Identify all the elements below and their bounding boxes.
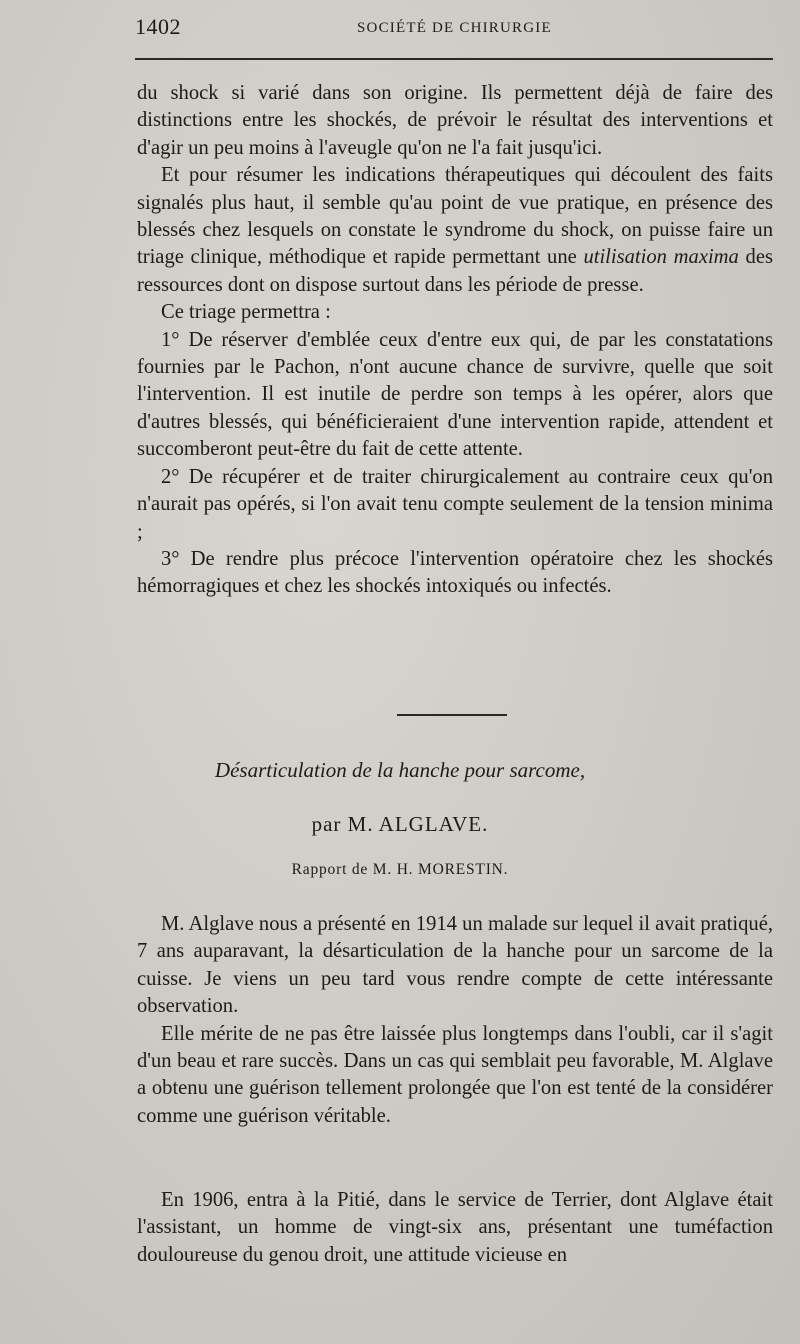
article-byline: par M. ALGLAVE. — [311, 812, 489, 836]
paragraph-text: Et pour résumer les indications thérapeutiques qui découlent des faits signalés plus haut, il semble qu'au point de vue pratique, en présence des blessés chez lesquels on constate le syndrome du shock, on puisse faire un triage clinique, méthodique et rapide permettant une — [137, 164, 773, 269]
paragraph: Elle mérite de ne pas être laissée plus longtemps dans l'oubli, car il s'agit d'un beau et rare succès. Dans un cas qui semblait peu favorable, M. Alglave a obtenu une guérison tellement prolongée que l'on est tenté de la considérer comme une guérison véritable. — [137, 1022, 773, 1127]
paragraph: Ce triage permettra : — [161, 301, 331, 324]
paragraph: du shock si varié dans son origine. Ils permettent déjà de faire des distinctions entre les shockés, de prévoir le résultat des interventions et d'agir un peu moins à l'aveugle qu'on ne l'a fait jusqu'ici. — [137, 82, 773, 159]
body-text-article — [137, 911, 773, 1130]
article-title: Désarticulation de la hanche pour sarcome, — [214, 758, 586, 782]
body-text-top — [137, 80, 773, 601]
paragraph: 1° De réserver d'emblée ceux d'entre eux qui, de par les constatations fournies par le Pachon, n'ont aucune chance de survivre, quelle que soit l'intervention. Il est inutile de perdre son temps à les opérer, alors que d'autres blessés, qui bénéficieraient d'une intervention rapide, attendent et succomberont peut-être du fait de cette attente. — [137, 328, 773, 461]
paragraph: 2° De récupérer et de traiter chirurgicalement au contraire ceux qu'on n'aurait pas opérés, si l'on avait tenu compte seulement de la tension minima ; — [137, 465, 773, 543]
header-rule — [135, 58, 773, 60]
section-separator — [397, 714, 507, 716]
body-text-case — [137, 1187, 773, 1269]
paragraph — [137, 162, 773, 299]
report-line: Rapport de M. H. MORESTIN. — [291, 861, 509, 878]
page-number: 1402 — [135, 14, 181, 39]
page-header — [135, 14, 775, 48]
paragraph: M. Alglave nous a présenté en 1914 un malade sur lequel il avait pratiqué, 7 ans auparavant, la désarticulation de la hanche pour un sarcome de la cuisse. Je viens un peu tard vous rendre compte de cette intéressante observation. — [137, 913, 773, 1018]
running-title: SOCIÉTÉ DE CHIRURGIE — [357, 20, 552, 36]
paragraph: En 1906, entra à la Pitié, dans le service de Terrier, dont Alglave était l'assistant, un homme de vingt-six ans, présentant une tuméfaction douloureuse du genou droit, une attitude vicieuse en — [137, 1189, 773, 1266]
italic-phrase: utilisation maxima — [583, 246, 739, 269]
paragraph: 3° De rendre plus précoce l'intervention opératoire chez les shockés hémorragiques et chez les shockés intoxiqués ou infectés. — [137, 547, 773, 598]
paragraph-text: des ressources dont on dispose surtout dans les période de presse. — [137, 246, 773, 296]
